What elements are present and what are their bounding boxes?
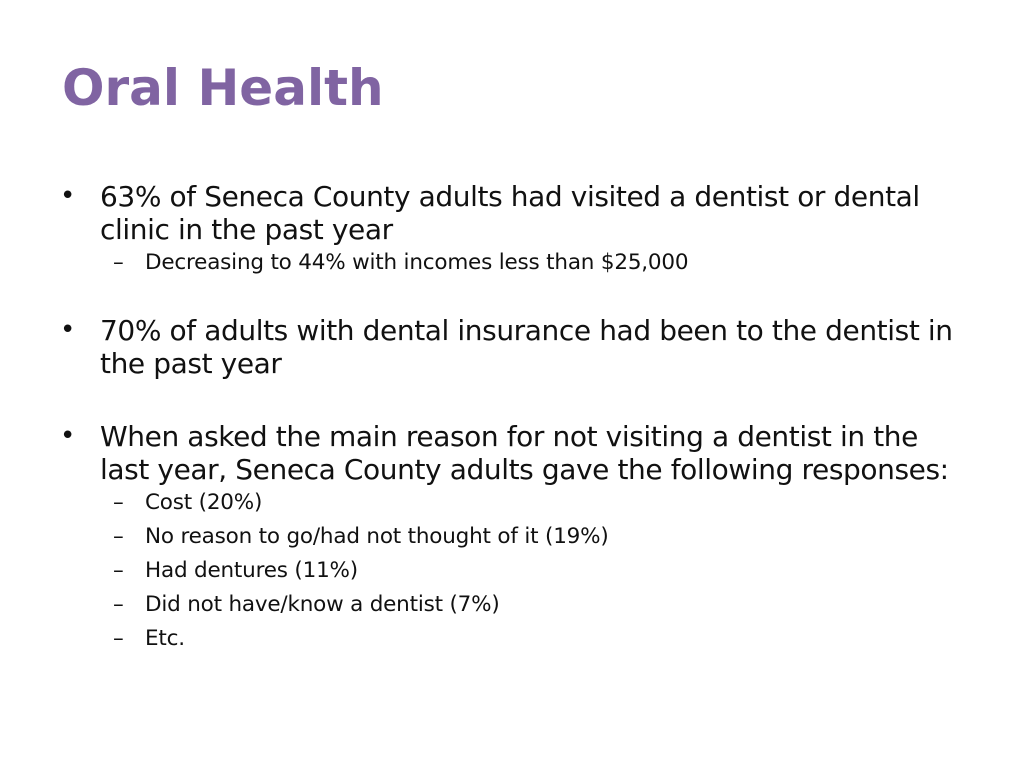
sub-bullet-item (58, 486, 958, 520)
sub-bullet-text: Cost (20%) (145, 490, 263, 515)
sub-bullet-text: Had dentures (11%) (145, 558, 358, 583)
sub-bullet-item (58, 622, 958, 656)
sub-bullet-marker: – (113, 490, 124, 515)
sub-bullet-item (58, 554, 958, 588)
bullet-item (58, 314, 958, 380)
sub-bullet-marker: – (113, 592, 124, 617)
sub-bullet-list (100, 486, 958, 656)
bullet-text: 70% of adults with dental insurance had been to the dentist in the past year (100, 314, 953, 380)
sub-bullet-marker: – (113, 524, 124, 549)
slide-title: Oral Health (62, 59, 384, 117)
bullet-item (58, 180, 958, 280)
sub-bullet-list (100, 246, 958, 280)
bullet-marker: • (60, 315, 76, 345)
sub-bullet-text: Etc. (145, 626, 185, 651)
sub-bullet-marker: – (113, 558, 124, 583)
bullet-marker: • (60, 181, 76, 211)
sub-bullet-marker: – (113, 250, 124, 275)
sub-bullet-text: Decreasing to 44% with incomes less than $25,000 (145, 250, 689, 275)
sub-bullet-text: No reason to go/had not thought of it (19%) (145, 524, 609, 549)
sub-bullet-text: Did not have/know a dentist (7%) (145, 592, 500, 617)
sub-bullet-marker: – (113, 626, 124, 651)
bullet-text: When asked the main reason for not visiting a dentist in the last year, Seneca County adults gave the following responses: (100, 420, 949, 486)
sub-bullet-item (58, 246, 958, 280)
sub-bullet-item (58, 520, 958, 554)
bullet-marker: • (60, 421, 76, 451)
bullet-list (58, 180, 958, 688)
bullet-item (58, 420, 958, 656)
bullet-text: 63% of Seneca County adults had visited a dentist or dental clinic in the past year (100, 180, 920, 246)
sub-bullet-item (58, 588, 958, 622)
